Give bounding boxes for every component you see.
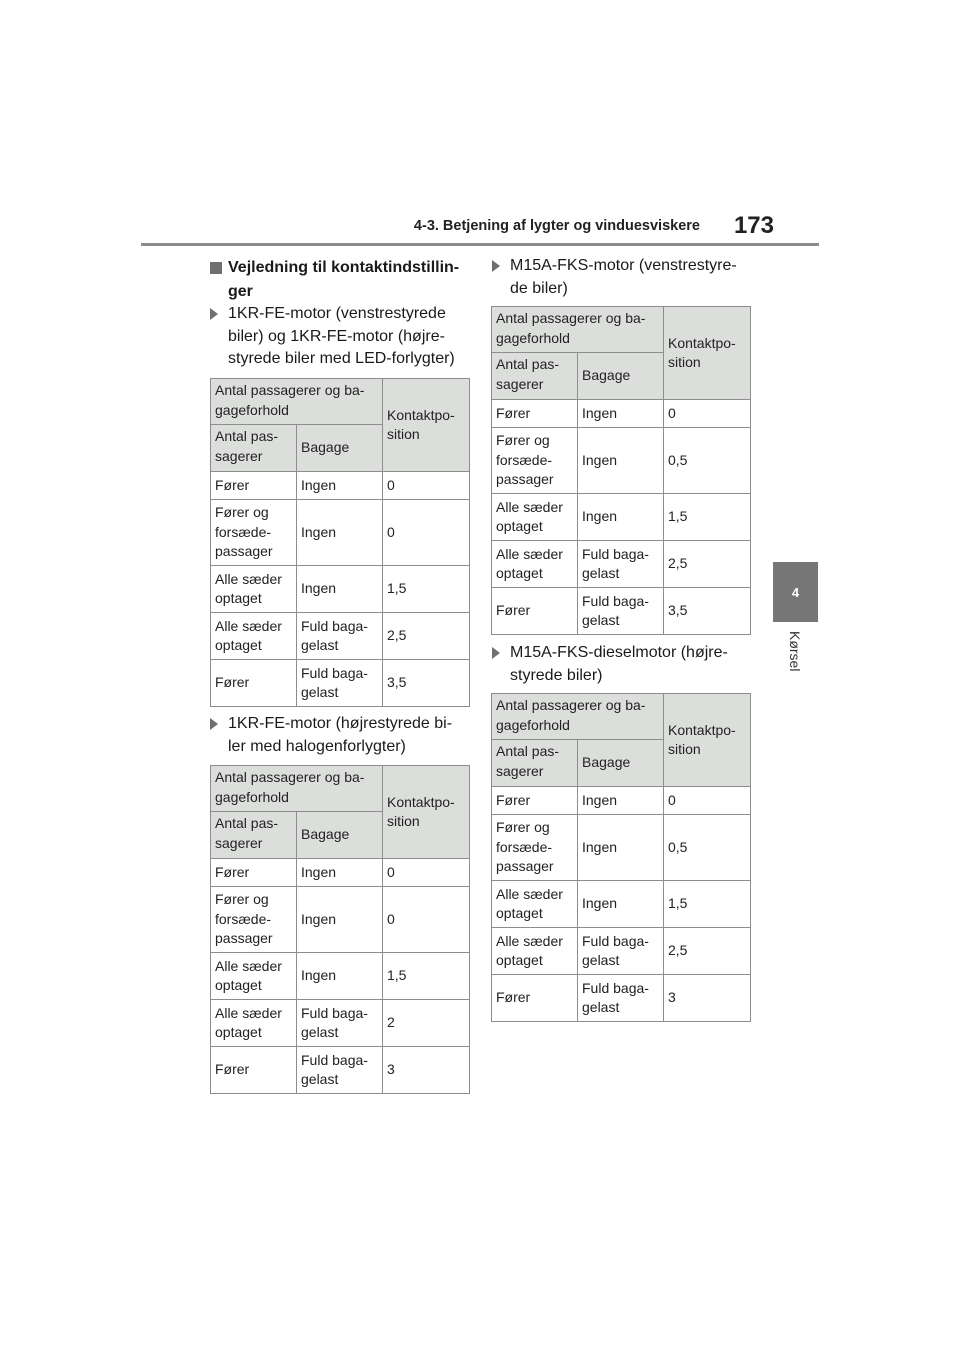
cell-position: 1,5 [383, 953, 470, 1000]
cell-position: 3 [664, 975, 751, 1022]
guide-heading [210, 256, 468, 304]
table-row [211, 472, 470, 500]
heading-line-2: ger [228, 283, 253, 300]
table-row [492, 428, 751, 494]
cell-position: 2,5 [383, 613, 470, 660]
triangle-bullet-icon [492, 647, 500, 659]
cell-position: 2,5 [664, 541, 751, 588]
table-row [211, 1000, 470, 1047]
cell-luggage: Fuld baga- gelast [578, 928, 664, 975]
header-luggage: Bagage [578, 353, 664, 400]
engine-variant-4 [492, 642, 757, 687]
cell-luggage: Fuld baga- gelast [578, 975, 664, 1022]
chapter-label: Kørsel [787, 631, 803, 672]
cell-position: 2,5 [664, 928, 751, 975]
engine-variant-2 [210, 713, 475, 758]
cell-passengers: Fører [211, 859, 297, 887]
cell-passengers: Fører og forsæde- passager [211, 500, 297, 566]
chapter-number: 4 [791, 584, 800, 600]
table-row [492, 881, 751, 928]
cell-luggage: Ingen [578, 815, 664, 881]
table-row [492, 494, 751, 541]
cell-passengers: Alle sæder optaget [211, 1000, 297, 1047]
header-passengers: Antal pas- sagerer [211, 812, 297, 859]
triangle-bullet-icon [492, 260, 500, 272]
table-row [492, 400, 751, 428]
variant-line: biler) og 1KR-FE-motor (højre- [228, 327, 445, 345]
cell-luggage: Ingen [297, 859, 383, 887]
cell-luggage: Fuld baga- gelast [578, 588, 664, 635]
switch-position-table-1 [210, 378, 470, 707]
cell-passengers: Fører [492, 588, 578, 635]
header-rule [141, 243, 819, 246]
cell-passengers: Fører og forsæde- passager [492, 815, 578, 881]
cell-passengers: Alle sæder optaget [211, 566, 297, 613]
triangle-bullet-icon [210, 718, 218, 730]
cell-passengers: Alle sæder optaget [211, 953, 297, 1000]
cell-luggage: Ingen [578, 494, 664, 541]
table-row [492, 588, 751, 635]
variant-line: styrede biler med LED-forlygter) [228, 350, 455, 367]
table-row [211, 859, 470, 887]
variant-line: de biler) [510, 279, 568, 297]
cell-luggage: Ingen [578, 400, 664, 428]
cell-luggage: Fuld baga- gelast [297, 660, 383, 707]
heading-line-1: Vejledning til kontaktindstillin- [228, 259, 460, 276]
cell-luggage: Fuld baga- gelast [297, 1000, 383, 1047]
section-title: 4-3. Betjening af lygter og vinduesviskere [413, 218, 700, 234]
cell-position: 3,5 [664, 588, 751, 635]
table-row [492, 787, 751, 815]
cell-position: 0 [383, 500, 470, 566]
variant-line: styrede biler) [510, 666, 603, 684]
cell-position: 0 [383, 472, 470, 500]
triangle-bullet-icon [210, 308, 218, 320]
cell-luggage: Ingen [297, 566, 383, 613]
cell-position: 0 [383, 859, 470, 887]
cell-luggage: Ingen [297, 500, 383, 566]
header-luggage: Bagage [297, 425, 383, 472]
cell-passengers: Fører [492, 400, 578, 428]
cell-position: 3,5 [383, 660, 470, 707]
table-row [492, 928, 751, 975]
cell-luggage: Ingen [297, 887, 383, 953]
cell-luggage: Ingen [578, 428, 664, 494]
cell-passengers: Fører [492, 975, 578, 1022]
header-passengers-luggage: Antal passagerer og ba- gageforhold [492, 307, 664, 353]
cell-position: 1,5 [664, 881, 751, 928]
header-luggage: Bagage [578, 740, 664, 787]
cell-passengers: Fører [211, 472, 297, 500]
variant-line: 1KR-FE-motor (venstrestyrede [228, 305, 446, 322]
table-row [211, 613, 470, 660]
variant-line: M15A-FKS-motor (venstrestyre- [510, 257, 737, 274]
cell-passengers: Fører og forsæde- passager [492, 428, 578, 494]
table-row [492, 815, 751, 881]
cell-luggage: Fuld baga- gelast [297, 613, 383, 660]
switch-position-table-4 [491, 693, 751, 1022]
cell-passengers: Alle sæder optaget [492, 494, 578, 541]
header-switch-position: Kontaktpo- sition [383, 379, 470, 472]
cell-passengers: Fører [492, 787, 578, 815]
table-row [211, 887, 470, 953]
engine-variant-3 [492, 255, 757, 300]
switch-position-table-2 [210, 765, 470, 1094]
cell-luggage: Ingen [297, 953, 383, 1000]
cell-position: 0 [664, 400, 751, 428]
header-passengers-luggage: Antal passagerer og ba- gageforhold [211, 766, 383, 812]
header-passengers-luggage: Antal passagerer og ba- gageforhold [492, 694, 664, 740]
cell-position: 0,5 [664, 428, 751, 494]
cell-passengers: Fører [211, 660, 297, 707]
cell-position: 2 [383, 1000, 470, 1047]
square-bullet-icon [210, 262, 222, 274]
table-row [211, 1047, 470, 1094]
chapter-tab [773, 562, 818, 622]
engine-variant-1 [210, 303, 475, 371]
cell-luggage: Fuld baga- gelast [578, 541, 664, 588]
header-switch-position: Kontaktpo- sition [383, 766, 470, 859]
variant-line: M15A-FKS-dieselmotor (højre- [510, 644, 728, 661]
header-passengers: Antal pas- sagerer [492, 353, 578, 400]
cell-position: 3 [383, 1047, 470, 1094]
cell-passengers: Alle sæder optaget [492, 928, 578, 975]
header-switch-position: Kontaktpo- sition [664, 307, 751, 400]
cell-luggage: Ingen [297, 472, 383, 500]
cell-position: 1,5 [383, 566, 470, 613]
variant-line: 1KR-FE-motor (højrestyrede bi- [228, 715, 453, 732]
table-row [211, 953, 470, 1000]
cell-luggage: Ingen [578, 881, 664, 928]
header-passengers: Antal pas- sagerer [211, 425, 297, 472]
table-row [211, 500, 470, 566]
table-row [211, 660, 470, 707]
table-row [211, 566, 470, 613]
page-number: 173 [733, 212, 774, 239]
cell-passengers: Fører og forsæde- passager [211, 887, 297, 953]
table-row [492, 975, 751, 1022]
cell-passengers: Alle sæder optaget [211, 613, 297, 660]
cell-position: 0 [664, 787, 751, 815]
cell-passengers: Fører [211, 1047, 297, 1094]
header-switch-position: Kontaktpo- sition [664, 694, 751, 787]
cell-position: 1,5 [664, 494, 751, 541]
switch-position-table-3 [491, 306, 751, 635]
variant-line: ler med halogenforlygter) [228, 737, 406, 755]
table-row [492, 541, 751, 588]
header-luggage: Bagage [297, 812, 383, 859]
cell-luggage: Ingen [578, 787, 664, 815]
cell-passengers: Alle sæder optaget [492, 881, 578, 928]
header-passengers: Antal pas- sagerer [492, 740, 578, 787]
cell-passengers: Alle sæder optaget [492, 541, 578, 588]
cell-position: 0 [383, 887, 470, 953]
cell-position: 0,5 [664, 815, 751, 881]
cell-luggage: Fuld baga- gelast [297, 1047, 383, 1094]
header-passengers-luggage: Antal passagerer og ba- gageforhold [211, 379, 383, 425]
